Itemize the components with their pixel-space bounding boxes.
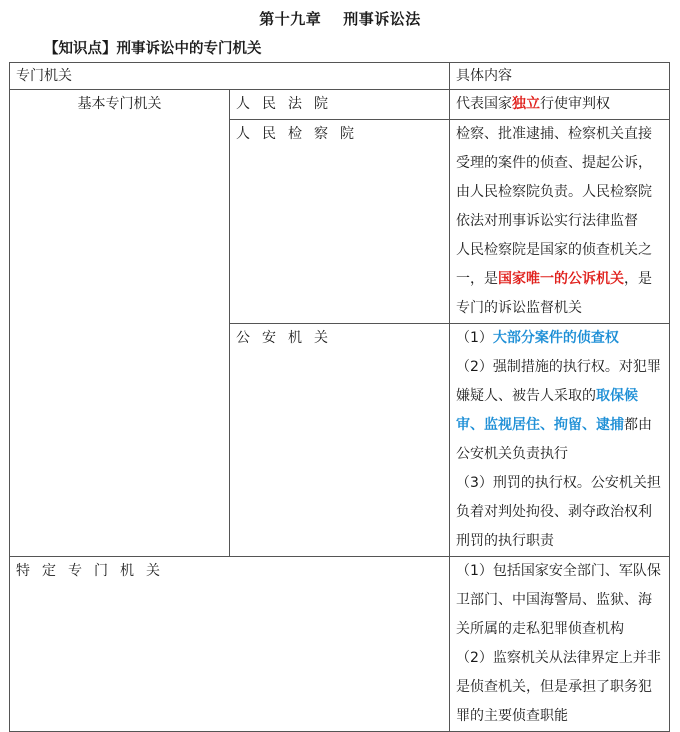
procuratorate-line2 — [456, 236, 663, 323]
special-item1: （1）包括国家安全部门、军队保卫部门、中国海警局、监狱、海关所属的走私犯罪侦查机构 — [456, 563, 661, 637]
table-row-special — [10, 557, 670, 732]
procuratorate-line2-pre: 人民检察院是国家的侦查机关之一，是 — [456, 242, 652, 287]
section-subtitle: 【知识点】刑事诉讼中的专门机关 — [44, 41, 262, 57]
court-name-cell — [230, 90, 450, 120]
court-content-cell — [450, 90, 670, 120]
group-basic-text: 基本专门机关 — [77, 96, 162, 112]
court-text-post: 行使审判权 — [540, 96, 610, 112]
police-item2-pre: （2）强制措施的执行权。对犯罪嫌疑人、被告人采取的 — [456, 359, 661, 404]
police-item2-post: 都由公安机关负责执行 — [456, 417, 652, 462]
police-item1 — [456, 324, 663, 353]
procuratorate-line2-highlight: 国家唯一的公诉机关 — [498, 271, 624, 287]
police-name: 公安机关 — [236, 330, 340, 346]
special-content-cell — [450, 557, 670, 732]
agencies-table — [9, 62, 670, 732]
police-content-cell — [450, 324, 670, 557]
header-content: 具体内容 — [450, 63, 670, 90]
special-item2: （2）监察机关从法律界定上并非是侦查机关，但是承担了职务犯罪的主要侦查职能 — [456, 650, 661, 724]
police-name-cell — [230, 324, 450, 557]
procuratorate-name: 人民检察院 — [236, 126, 366, 142]
court-text-pre: 代表国家 — [456, 96, 512, 112]
special-name: 特定专门机关 — [16, 563, 172, 579]
page-title — [0, 8, 680, 29]
police-item3: （3）刑罚的执行权。公安机关担负着对判处拘役、剥夺政治权利刑罚的执行职责 — [456, 475, 661, 549]
police-item2 — [456, 353, 663, 469]
procuratorate-line1: 检察、批准逮捕、检察机关直接受理的案件的侦查、提起公诉，由人民检察院负责。人民检察院依法对刑事诉讼实行法律监督 — [456, 126, 652, 229]
court-name: 人民法院 — [236, 96, 340, 112]
procuratorate-content-cell — [450, 120, 670, 324]
procuratorate-line2-post: ，是专门的诉讼监督机关 — [456, 271, 652, 316]
special-name-cell — [10, 557, 450, 732]
court-text-highlight: 独立 — [512, 96, 540, 112]
police-item1-pre: （1） — [456, 330, 493, 346]
procuratorate-name-cell — [230, 120, 450, 324]
header-agency: 专门机关 — [10, 63, 450, 90]
police-item2-highlight: 取保候审、监视居住、拘留、逮捕 — [456, 388, 638, 433]
chapter-number: 第十九章 — [259, 10, 322, 28]
table-header-row — [10, 63, 670, 90]
chapter-name: 刑事诉讼法 — [343, 10, 421, 28]
group-basic-label — [10, 90, 230, 557]
table-row-court — [10, 90, 670, 120]
police-item1-highlight: 大部分案件的侦查权 — [492, 330, 619, 346]
